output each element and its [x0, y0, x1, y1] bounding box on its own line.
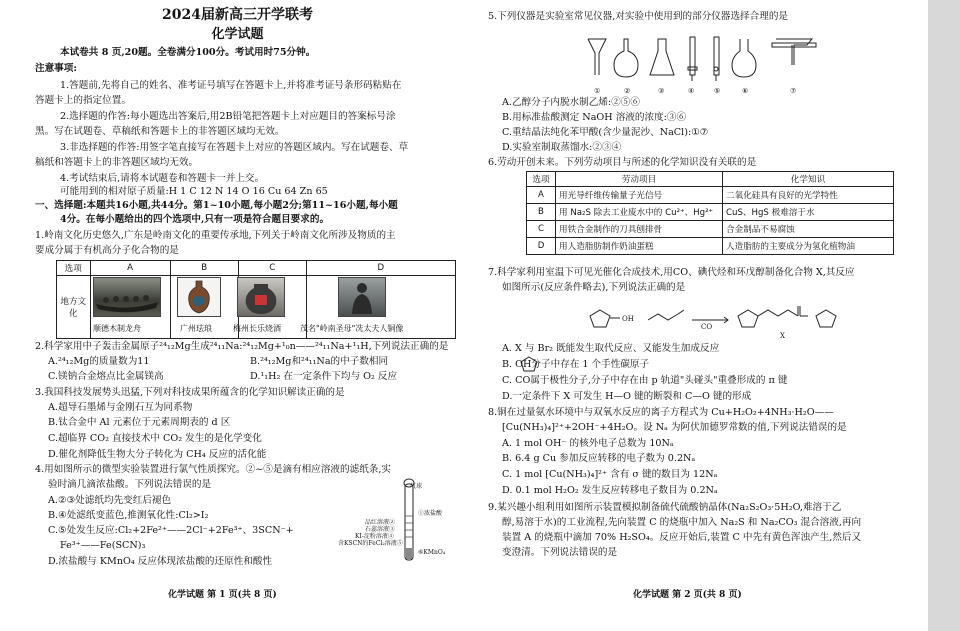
page-2	[478, 0, 930, 631]
table-header: 选项	[57, 261, 91, 276]
vase-drawing	[178, 278, 220, 316]
table-cell: D	[527, 238, 556, 255]
page-footer: 化学试题 第 1 页(共 8 页)	[168, 590, 277, 600]
statue-photo	[338, 277, 386, 317]
q4-option-b: B.④处滤纸变蓝色,推测氧化性:Cl₂>I₂	[48, 510, 209, 521]
dragon-boat-photo	[93, 277, 161, 317]
viewer-background	[928, 0, 960, 631]
q6-table	[526, 171, 894, 255]
table-header: C	[238, 261, 306, 276]
label-kmno4: ⑥KMnO₄	[418, 549, 446, 556]
q3-option-b: B.钛合金中 Al 元素位于元素周期表的 d 区	[48, 417, 231, 428]
q4-option-c-cont: Fe³⁺——Fe(SCN)₃	[60, 540, 146, 551]
q8-stem: [Cu(NH₃)₄]²⁺+2OH⁻+4H₂O。设 Nₐ 为阿伏加德罗常数的值,下列说法错误的是	[502, 422, 847, 433]
q4-option-d: D.浓盐酸与 KMnO₄ 反应体现浓盐酸的还原性和酸性	[48, 556, 273, 567]
section-heading: 4分。在每小题给出的四个选项中,只有一项是符合题目要求的。	[60, 214, 330, 225]
inst-num-7: ⑦	[790, 87, 797, 95]
inst-num-4: ④	[688, 87, 695, 95]
q2-option-d: D.¹₁H₂ 在一定条件下均与 O₂ 反应	[250, 371, 398, 382]
q5-option-d: D.实验室制取蒸馏水:②③④	[502, 142, 622, 153]
q8-stem: 8.铜在过量氨水环境中与双氧水反应的离子方程式为 Cu+H₂O₂+4NH₃·H₂O——	[488, 407, 834, 418]
dragon-boat-drawing	[94, 278, 160, 316]
exam-info: 本试卷共 8 页,20题。全卷满分100分。考试用时75分钟。	[60, 47, 316, 58]
table-header: B	[170, 261, 238, 276]
q3-option-c: C.超临界 CO₂ 直接技术中 CO₂ 发生的是化学变化	[48, 433, 262, 444]
q8-option-d: D. 0.1 mol H₂O₂ 发生反应转移电子数目为 0.2Nₐ	[502, 485, 718, 496]
enamel-vase-photo	[177, 277, 221, 317]
page-1	[0, 0, 475, 631]
label-hcl: ①浓盐酸	[418, 510, 443, 517]
q4-option-c: C.⑤处发生反应:Cl₂+2Fe²⁺——2Cl⁻+2Fe³⁺、3SCN⁻+	[48, 525, 294, 536]
table-cell: CuS、HgS 极难溶于水	[723, 204, 894, 221]
statue-drawing	[339, 278, 385, 316]
table-header: 选项	[527, 172, 556, 187]
caption-c: 梅州长乐烧酒	[233, 324, 281, 333]
q4-stem: 4.用如图所示的微型实验装置进行氯气性质探究。②~⑤是滴有相应溶液的滤纸条,实	[35, 464, 392, 475]
table-cell: 二氧化硅具有良好的光学特性	[723, 187, 894, 204]
note-line: 4.考试结束后,请将本试题卷和答题卡一并上交。	[60, 173, 265, 184]
q4-stem: 验时滴几滴浓盐酸。下列说法错误的是	[48, 479, 212, 490]
note-line: 3.非选择题的作答:用签字笔直接写在答题卡上对应的答题区域内。写在试题卷、草	[60, 142, 409, 153]
q5-option-c: C.重结晶法纯化苯甲酸(含少量泥沙、NaCl):①⑦	[502, 127, 709, 138]
label-magenta: 品红溶液②	[365, 519, 396, 526]
q3-option-d: D.催化剂降低生物大分子转化为 CH₄ 反应的活化能	[48, 449, 267, 460]
row-label: 地方文化	[57, 276, 91, 339]
q8-option-c: C. 1 mol [Cu(NH₃)₄]²⁺ 含有 σ 键的数目为 12Nₐ	[502, 469, 718, 480]
table-cell: 合金制品不易腐蚀	[723, 221, 894, 238]
inst-num-2: ②	[624, 87, 631, 95]
table-cell: 用光导纤维传输量子光信号	[556, 187, 723, 204]
q7-stem: 如图所示(反应条件略去),下列说法正确的是	[502, 282, 686, 293]
inst-num-6: ⑥	[742, 87, 749, 95]
label-balloon: 气球	[410, 483, 423, 490]
q5-stem: 5.下列仪器是实验室常见仪器,对实验中使用到的部分仪器选择合理的是	[488, 11, 789, 22]
q9-stem: 9.某兴趣小组利用如图所示装置模拟制备硫代硫酸钠晶体(Na₂S₂O₃·5H₂O,难溶于乙	[488, 502, 842, 513]
caption-b: 广州珐琅	[180, 324, 212, 333]
label-co: CO	[701, 323, 713, 331]
note-line: 1.答题前,先将自己的姓名、准考证号填写在答题卡上,并将准考证号条形码粘贴在	[60, 80, 402, 91]
table-cell: A	[527, 187, 556, 204]
q7-stem: 7.科学家利用室温下可见光催化合成技术,用CO、碘代烃和环戊醇制备化合物 X,其反应	[488, 267, 855, 278]
q2-option-b: B.²⁴₁₂Mg和²⁴₁₁Na的中子数相同	[250, 356, 389, 367]
q7-option-c: C. CO属于极性分子,分子中存在由 p 轨道"头碰头"重叠形成的 π 键	[502, 375, 788, 386]
table-header: A	[90, 261, 170, 276]
q4-option-a: A.②③处滤纸均先变红后褪色	[48, 495, 172, 506]
table-header: D	[306, 261, 455, 276]
label-ki: KI-淀粉溶液④	[355, 533, 394, 540]
table-cell: C	[527, 221, 556, 238]
table-cell: 用 Na₂S 除去工业废水中的 Cu²⁺、Hg²⁺	[556, 204, 723, 221]
q9-stem: 醇,易溶于水)的工业流程,先向装置 C 的烧瓶中加入 Na₂S 和 Na₂CO₃ 混合溶液,再向	[502, 517, 862, 528]
q2-option-a: A.²⁴₁₂Mg的质量数为11	[48, 356, 150, 367]
label-oh: OH	[622, 315, 634, 323]
q1-stem: 1.岭南文化历史悠久,广东是岭南文化的重要传承地,下列关于岭南文化所涉及物质的主	[35, 230, 396, 241]
note-line: 稿纸和答题卡上的非答题区域均无效。	[35, 157, 199, 168]
page-footer: 化学试题 第 2 页(共 8 页)	[633, 590, 742, 600]
table-cell: 人造脂肪的主要成分为氢化植物油	[723, 238, 894, 255]
note-line: 黑。写在试题卷、草稿纸和答题卡上的非答题区域均无效。	[35, 126, 285, 137]
section-heading: 一、选择题:本题共16小题,共44分。第1~10小题,每小题2分;第11~16小题,每小题	[35, 200, 398, 211]
q9-stem: 变澄清。下列说法错误的是	[502, 547, 618, 558]
table-cell: B	[527, 204, 556, 221]
label-x: X	[780, 332, 785, 340]
inst-num-3: ③	[658, 87, 665, 95]
q5-option-a: A.乙醇分子内脱水制乙烯:②⑤⑥	[502, 97, 640, 108]
table-header: 化学知识	[723, 172, 894, 187]
q7-option-d: D.一定条件下 X 可发生 H—O 键的断裂和 C—O 键的形成	[502, 391, 752, 402]
caption-a: 顺德木制龙舟	[93, 324, 141, 333]
q8-option-b: B. 6.4 g Cu 参加反应转移的电子数为 0.2Nₐ	[502, 453, 696, 464]
q8-option-a: A. 1 mol OH⁻ 的核外电子总数为 10Nₐ	[502, 438, 674, 449]
q7-option-a: A. X 与 Br₂ 既能发生取代反应、又能发生加成反应	[502, 343, 720, 354]
exam-subtitle: 化学试题	[211, 27, 264, 42]
note-line: 2.选择题的作答:每小题选出答案后,用2B铅笔把答题卡上对应题目的答案标号涂	[60, 111, 396, 122]
table-cell: 用人造脂肪制作奶油蛋糕	[556, 238, 723, 255]
caption-d: 茂名"岭南圣母"冼太夫人铜像	[300, 324, 404, 333]
q5-instruments-drawing	[586, 35, 836, 85]
q2-option-c: C.镁钠合金熔点比金属镁高	[48, 371, 164, 382]
inst-num-5: ⑤	[714, 87, 721, 95]
inst-num-1: ①	[594, 87, 601, 95]
label-litmus: 石蕊溶液③	[365, 526, 396, 533]
q3-option-a: A.超导石墨烯与金刚石互为同系物	[48, 402, 193, 413]
table-cell: 用铁合金制作的刀具刨排骨	[556, 221, 723, 238]
q3-stem: 3.我国科技发展势头迅猛,下列对科技成果所蕴含的化学知识解读正确的是	[35, 387, 345, 398]
atomic-masses: 可能用到的相对原子质量:H 1 C 12 N 14 O 16 Cu 64 Zn 65	[60, 186, 328, 197]
exam-title: 2024届新高三开学联考	[162, 7, 313, 23]
table-header: 劳动项目	[556, 172, 723, 187]
label-fecl2: 含KSCN的FeCl₂溶液⑤	[338, 540, 403, 547]
q7-option-b: B. OH分子中存在 1 个手性碳原子	[502, 359, 650, 370]
q5-option-b: B.用标准盐酸测定 NaOH 溶液的浓度:③⑥	[502, 112, 687, 123]
wine-jar-photo	[237, 277, 285, 317]
q1-stem: 要成分属于有机高分子化合物的是	[35, 245, 179, 256]
q6-stem: 6.劳动开创未来。下列劳动项目与所述的化学知识没有关联的是	[488, 157, 757, 168]
jar-drawing	[238, 278, 284, 316]
q2-stem: 2.科学家用中子轰击金属原子²⁴₁₂Mg生成²⁴₁₁Na:²⁴₁₂Mg+¹₀n——²⁴₁₁Na+¹₁H,下列说法正确的是	[35, 341, 449, 352]
q9-stem: 装置 A 的烧瓶中滴加 70% H₂SO₄。反应开始后,装置 C 中先有黄色浑浊产生,然后又	[502, 532, 862, 543]
notes-heading: 注意事项:	[35, 63, 77, 74]
note-line: 答题卡上的指定位置。	[35, 95, 131, 106]
